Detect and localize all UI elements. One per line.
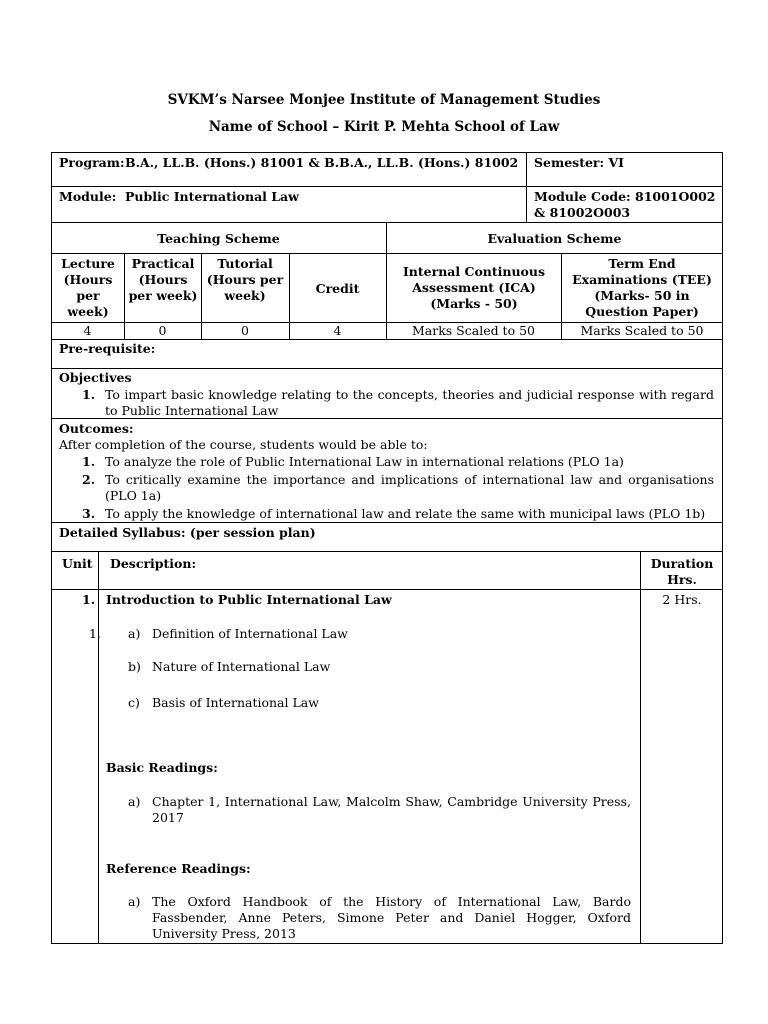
objective-number: 1. — [82, 387, 96, 402]
program-value: B.A., LL.B. (Hons.) 81001 & B.B.A., LL.B. (Hons.) 81002 — [125, 155, 519, 170]
objectives-label: Objectives — [59, 370, 132, 385]
outcome-text-2: To critically examine the importance and implications of international law and organisations (PLO 1a) — [105, 472, 714, 503]
module-code-2: & 81002O003 — [534, 205, 631, 220]
prerequisite-label: Pre-requisite: — [59, 341, 156, 356]
col-ica: Internal Continuous Assessment (ICA) (Marks - 50) — [402, 264, 546, 311]
val-ica: Marks Scaled to 50 — [411, 323, 535, 338]
val-lecture: 4 — [83, 323, 92, 338]
evaluation-scheme-title: Evaluation Scheme — [487, 231, 622, 246]
val-tee: Marks Scaled to 50 — [580, 323, 704, 338]
teaching-scheme-title: Teaching Scheme — [157, 231, 280, 246]
module-code: Module Code: 81001O002 — [534, 189, 716, 204]
col-practical: Practical (Hours per week) — [128, 256, 198, 303]
semester: Semester: VI — [534, 155, 625, 170]
unit-title: Introduction to Public International Law — [106, 592, 392, 607]
reference-reading-a: The Oxford Handbook of the History of International Law, Bardo Fassbender, Anne Peters, Simone Peter and Daniel Hogger, Oxford University Press, 2013 — [152, 894, 631, 941]
syllabus-label: Detailed Syllabus: (per session plan) — [59, 525, 316, 540]
outcomes-intro: After completion of the course, students would be able to: — [59, 437, 428, 452]
col-tee: Term End Examinations (TEE) (Marks- 50 in Question Paper) — [572, 256, 712, 319]
basic-reading-a: Chapter 1, International Law, Malcolm Shaw, Cambridge University Press, 2017 — [152, 794, 631, 825]
col-unit: Unit — [62, 556, 93, 571]
topic-mark-c: c) — [128, 695, 140, 710]
objective-text: To impart basic knowledge relating to the concepts, theories and judicial response with regard to Public International Law — [105, 387, 714, 418]
val-tutorial: 0 — [241, 323, 249, 338]
val-practical: 0 — [158, 323, 167, 338]
program-label: Program: — [59, 155, 125, 170]
outcome-number-1: 1. — [82, 454, 96, 469]
institute-title: SVKM’s Narsee Monjee Institute of Management Studies — [167, 92, 601, 108]
module-value: Public International Law — [125, 189, 299, 204]
school-title: Name of School – Kirit P. Mehta School of Law — [208, 119, 560, 135]
topic-a: Definition of International Law — [152, 626, 348, 641]
outcomes-label: Outcomes: — [59, 421, 134, 436]
topic-c: Basis of International Law — [152, 695, 319, 710]
col-lecture: Lecture (Hours per week) — [61, 256, 115, 319]
col-duration: Duration Hrs. — [650, 556, 714, 587]
unit-sub-number: 1. — [89, 626, 101, 641]
basic-mark-a: a) — [128, 794, 141, 809]
outcome-number-3: 3. — [82, 506, 96, 521]
unit-duration: 2 Hrs. — [662, 592, 702, 607]
reference-mark-a: a) — [128, 894, 141, 909]
outcome-text-3: To apply the knowledge of international law and relate the same with municipal laws (PLO 1b) — [105, 506, 706, 521]
reference-readings-label: Reference Readings: — [106, 861, 251, 876]
unit-number: 1. — [82, 592, 96, 607]
col-tutorial: Tutorial (Hours per week) — [206, 256, 284, 303]
topic-mark-b: b) — [128, 659, 141, 674]
val-credit: 4 — [333, 323, 342, 338]
topic-mark-a: a) — [128, 626, 141, 641]
module-label: Module: — [59, 189, 117, 204]
topic-b: Nature of International Law — [152, 659, 331, 674]
outcome-text-1: To analyze the role of Public International Law in international relations (PLO 1a) — [105, 454, 624, 469]
col-description: Description: — [110, 556, 197, 571]
col-credit: Credit — [315, 281, 360, 296]
basic-readings-label: Basic Readings: — [106, 760, 218, 775]
outcome-number-2: 2. — [82, 472, 96, 487]
